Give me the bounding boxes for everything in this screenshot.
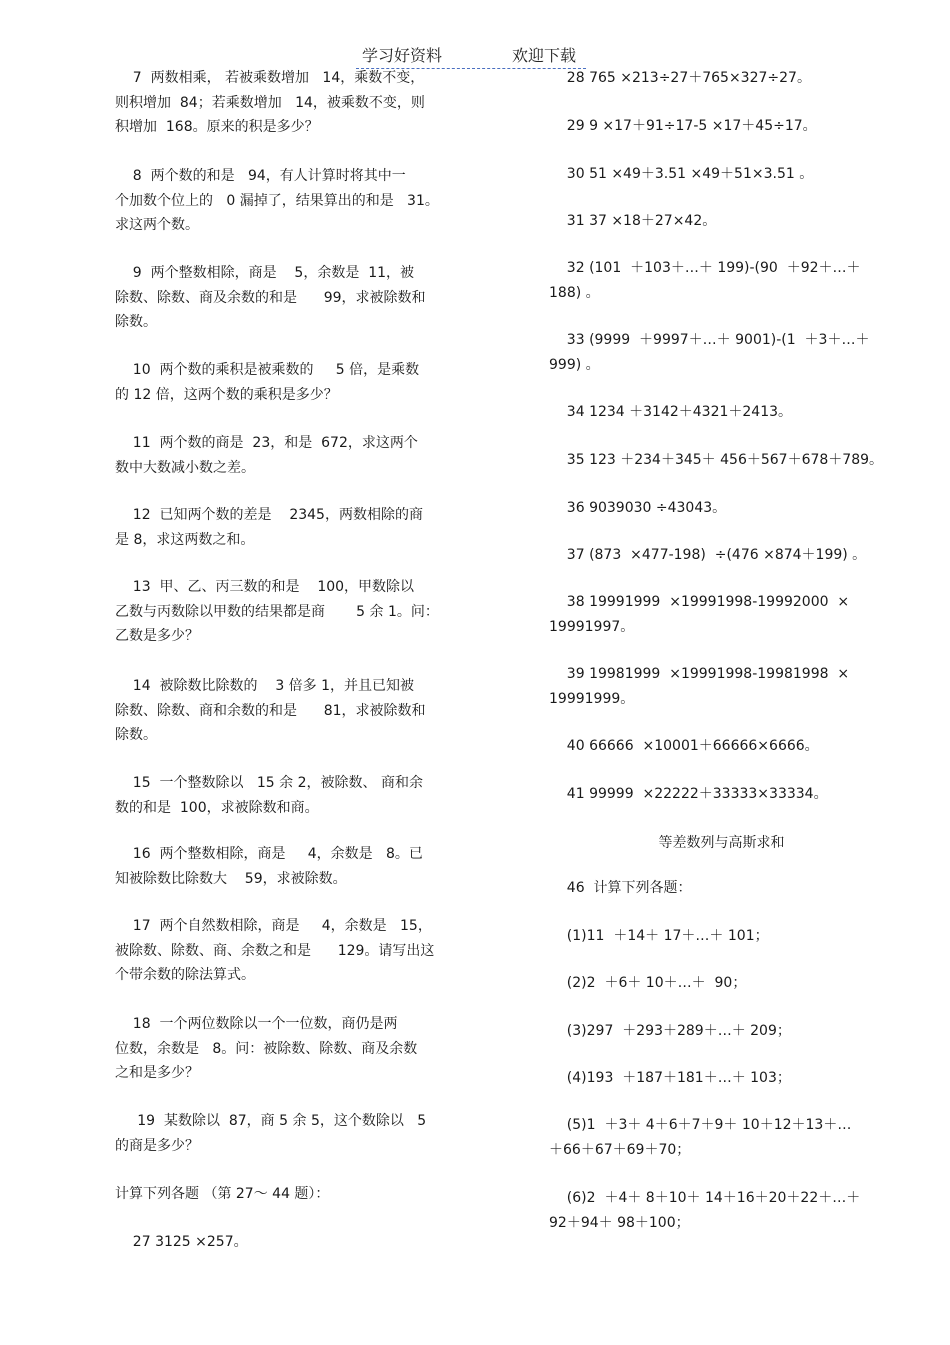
problem-line: 39 19981999 ×19991998-19981998 × — [549, 666, 850, 682]
problem-line: 乙数与丙数除以甲数的结果都是商 5 余 1。问： — [115, 603, 439, 620]
problem-item — [549, 448, 894, 473]
problem-item — [549, 1066, 894, 1091]
problem-line: 41 99999 ×22222＋33333×33334。 — [549, 786, 828, 802]
problem-line: (3)297 ＋293＋289＋…＋ 209； — [549, 1023, 791, 1039]
problem-item — [549, 734, 894, 759]
problem-line: 乙数是多少？ — [115, 628, 199, 644]
problem-item — [115, 914, 460, 988]
header-left-title: 学习好资料 — [362, 46, 443, 65]
problem-line: 是 8，求这两数之和。 — [115, 531, 255, 548]
problem-item — [549, 876, 894, 901]
problem-line: (4)193 ＋187＋181＋…＋ 103； — [549, 1070, 791, 1086]
problem-item — [115, 771, 460, 820]
problem-line: 8 两个数的和是 94，有人计算时将其中一 — [115, 168, 406, 184]
problem-line: 37 (873 ×477-198) ÷(476 ×874＋199) 。 — [549, 547, 867, 563]
problem-item — [549, 662, 894, 711]
problem-line: 数的和是 100，求被除数和商。 — [115, 799, 319, 816]
problem-line: 17 两个自然数相除，商是 4，余数是 15， — [115, 918, 432, 934]
problem-item — [115, 1230, 460, 1255]
problem-item — [549, 1019, 894, 1044]
problem-item — [549, 256, 894, 305]
problem-line: 11 两个数的商是 23，和是 672，求这两个 — [115, 435, 418, 451]
problem-line: 999) 。 — [549, 356, 600, 373]
problem-item — [115, 503, 460, 552]
problem-line: 的 12 倍，这两个数的乘积是多少？ — [115, 386, 338, 403]
problem-line: 计算下列各题 （第 27～ 44 题）： — [115, 1186, 330, 1202]
problem-line: 除数。 — [115, 314, 157, 330]
problem-line: 除数、除数、商及余数的和是 99，求被除数和 — [115, 289, 426, 306]
problem-line: 34 1234 ＋3142＋4321＋2413。 — [549, 404, 793, 420]
problem-line: 知被除数比除数大 59，求被除数。 — [115, 870, 347, 887]
problem-line: 28 765 ×213÷27＋765×327÷27。 — [549, 70, 811, 86]
problem-line: 求这两个数。 — [115, 217, 199, 233]
problem-item — [115, 575, 460, 649]
problem-item — [115, 842, 460, 891]
problem-item — [115, 1012, 460, 1086]
problem-item — [549, 971, 894, 996]
problem-line: 除数。 — [115, 727, 157, 743]
problem-item — [549, 328, 894, 377]
problem-line: 36 9039030 ÷43043。 — [549, 500, 727, 516]
problem-item — [549, 209, 894, 234]
problem-line: ＋66＋67＋69＋70； — [549, 1141, 691, 1158]
problem-line: 30 51 ×49＋3.51 ×49＋51×3.51 。 — [549, 166, 814, 182]
problem-line: 被除数、除数、商、余数之和是 129。请写出这 — [115, 942, 435, 959]
problem-line: 数中大数减小数之差。 — [115, 459, 255, 476]
problem-line: 188) 。 — [549, 284, 600, 301]
problem-item — [115, 674, 460, 748]
problem-line: 的商是多少？ — [115, 1137, 199, 1154]
problem-item — [115, 66, 460, 140]
problem-line: 33 (9999 ＋9997＋…＋ 9001)-(1 ＋3＋…＋ — [549, 332, 870, 348]
problem-line: 12 已知两个数的差是 2345，两数相除的商 — [115, 507, 423, 523]
problem-line: 92＋94＋ 98＋100； — [549, 1214, 690, 1231]
problem-line: (6)2 ＋4＋ 8＋10＋ 14＋16＋20＋22＋…＋ — [549, 1190, 861, 1206]
problem-item — [115, 431, 460, 480]
problem-line: 18 一个两位数除以一个一位数，商仍是两 — [115, 1016, 398, 1032]
problem-line: (2)2 ＋6＋ 10＋…＋ 90； — [549, 975, 747, 991]
problem-line: 积增加 168。原来的积是多少？ — [115, 119, 319, 135]
problem-line: (1)11 ＋14＋ 17＋…＋ 101； — [549, 928, 769, 944]
header-right-title: 欢迎下载 — [512, 46, 577, 65]
problem-item — [115, 358, 460, 407]
problem-item — [549, 400, 894, 425]
problem-item — [115, 1182, 460, 1207]
problem-item — [549, 66, 894, 91]
problem-line: 19 某数除以 87，商 5 余 5，这个数除以 5 — [115, 1113, 427, 1129]
problem-item — [115, 1109, 460, 1158]
problem-line: 19991997。 — [549, 618, 635, 635]
problem-line: 位数，余数是 8。问：被除数、除数、商及余数 — [115, 1040, 418, 1057]
problem-item — [115, 164, 460, 238]
problem-item — [549, 543, 894, 568]
problem-line: 27 3125 ×257。 — [115, 1234, 248, 1250]
problem-item — [549, 590, 894, 639]
problem-item — [549, 1113, 894, 1162]
problem-line: 则积增加 84；若乘数增加 14，被乘数不变，则 — [115, 94, 425, 111]
problem-line: 9 两个整数相除，商是 5，余数是 11，被 — [115, 265, 415, 281]
problem-item — [549, 162, 894, 187]
problem-line: 之和是多少？ — [115, 1065, 199, 1081]
problem-item — [549, 1186, 894, 1235]
problem-line: 19991999。 — [549, 690, 635, 707]
section-title: 等差数列与高斯求和 — [658, 835, 785, 851]
problem-line: 15 一个整数除以 15 余 2，被除数、 商和余 — [115, 775, 423, 791]
problem-line: 14 被除数比除数的 3 倍多 1，并且已知被 — [115, 678, 415, 694]
problem-line: 个带余数的除法算式。 — [115, 967, 255, 983]
problem-line: 40 66666 ×10001＋66666×6666。 — [549, 738, 819, 754]
problem-item — [549, 114, 894, 139]
problem-line: 31 37 ×18＋27×42。 — [549, 213, 717, 229]
problem-item — [115, 261, 460, 335]
problem-item — [549, 496, 894, 521]
problem-line: 35 123 ＋234＋345＋ 456＋567＋678＋789。 — [549, 452, 884, 468]
problem-line: 除数、除数、商和余数的和是 81，求被除数和 — [115, 702, 426, 719]
problem-line: 29 9 ×17＋91÷17-5 ×17＋45÷17。 — [549, 118, 817, 134]
problem-line: 16 两个整数相除，商是 4，余数是 8。已 — [115, 846, 423, 862]
problem-line: 7 两数相乘， 若被乘数增加 14，乘数不变， — [115, 70, 425, 86]
problem-line: 个加数个位上的 0 漏掉了，结果算出的和是 31。 — [115, 192, 439, 209]
problem-line: 32 (101 ＋103＋…＋ 199)-(90 ＋92＋…＋ — [549, 260, 861, 276]
problem-line: 38 19991999 ×19991998-19992000 × — [549, 594, 850, 610]
problem-line: 46 计算下列各题： — [549, 880, 692, 896]
page-header — [356, 42, 586, 69]
problem-item — [549, 924, 894, 949]
problem-line: 10 两个数的乘积是被乘数的 5 倍，是乘数 — [115, 362, 420, 378]
problem-item — [549, 782, 894, 807]
problem-line: 13 甲、乙、丙三数的和是 100，甲数除以 — [115, 579, 415, 595]
problem-line: (5)1 ＋3＋ 4＋6＋7＋9＋ 10＋12＋13＋… — [549, 1117, 852, 1133]
